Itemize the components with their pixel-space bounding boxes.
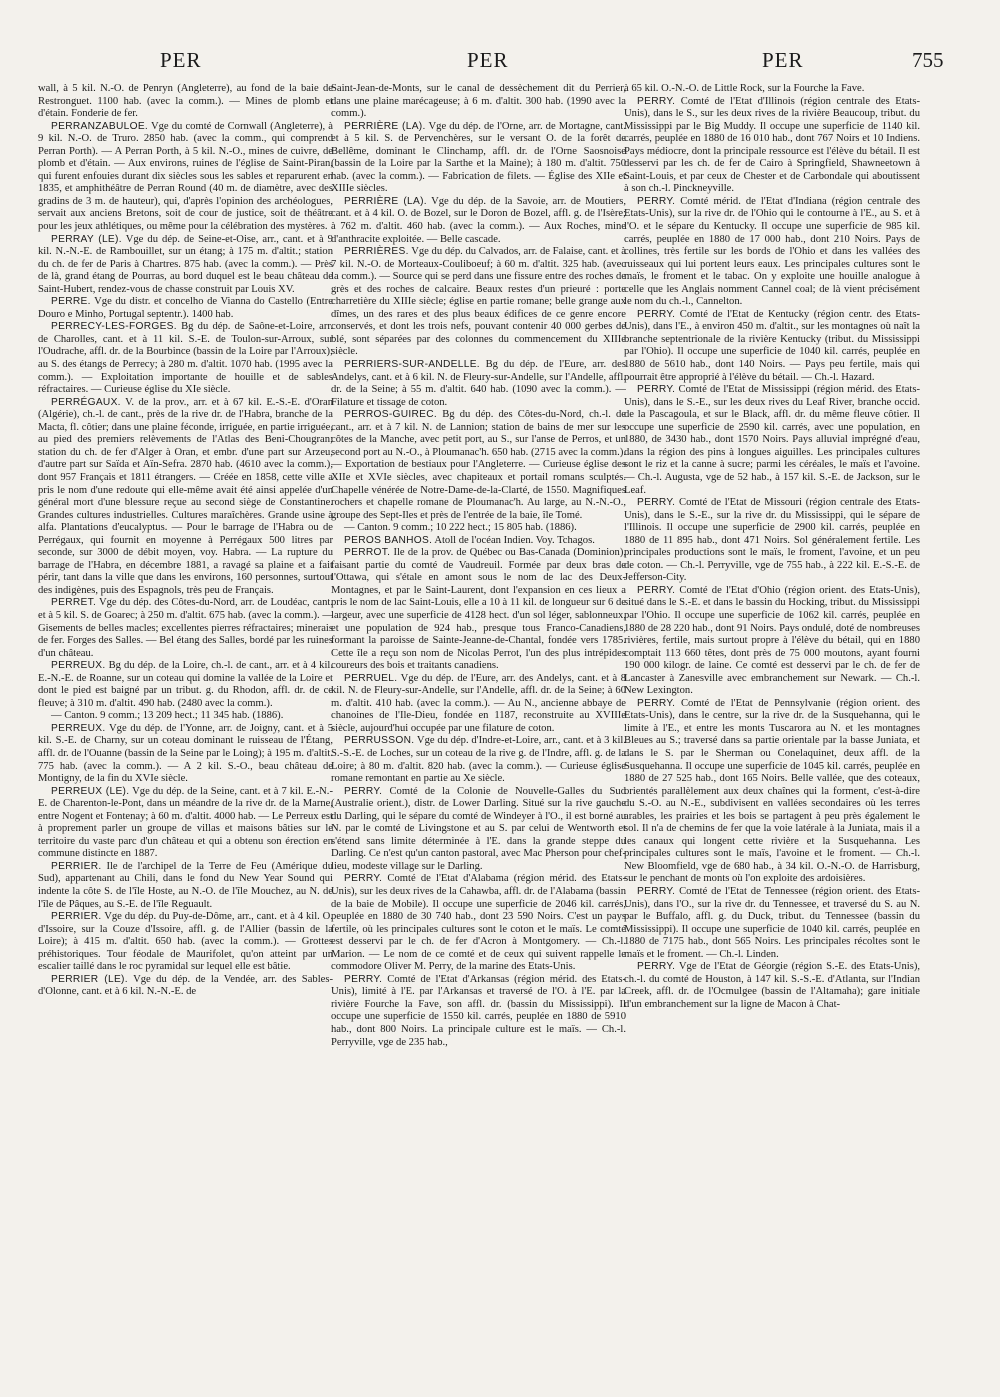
dictionary-entry — [331, 786, 626, 874]
entry-text: Bg du dép. des Côtes-du-Nord, ch.-l. de cant., arr. et à 7 kil. N. de Lannion; station de bains de mer sur les côtes de la Manche, avec petit port, au S., sur l'anse de Perros, et un second port au N.-O., à Ploumanac'h. 650 hab. (2715 avec la comm.). — Exportation de bestiaux pour l'Angleterre. — Curieuse église des XIIe et XVIe siècles, avec chapiteaux et portail romans sculptés. Chapelle vénérée de Notre-Dame-de-la-Clarté, de 1550. Magnifiques rochers et chapelle romane de Ploumanac'h. Au large, au N.-N.-O., groupe des Sept-Iles et près de l'entrée de la baie, île Tomé. — [331, 409, 626, 521]
dictionary-entry — [624, 497, 920, 585]
running-header-right: PER — [762, 48, 804, 72]
entry-headword: PERRUEL. — [344, 672, 398, 684]
entry-headword: PERROT. — [344, 547, 391, 559]
entry-text: Bg du dép. de la Loire, ch.-l. de cant., arr. et à 4 kil. E.-N.-E. de Roanne, sur un coteau qui domine la vallée de la Loire et dont le pied est baigné par un tribut. g. du Rhodon, affl. dr. de ce fleuve; à 310 m. d'altit. 490 hab. (2480 avec la comm.). — [38, 660, 333, 709]
dictionary-entry — [38, 296, 333, 321]
entry-text: Vge du distr. et concelho de Vianna do Castello (Entre Douro e Minho, Portugal septentr.). 1400 hab. — [38, 296, 333, 320]
entry-text: Comté de l'Etat d'Arkansas (région mérid. des Etats-Unis), limité à l'E. par l'Arkansas et traversé de l'O. à l'E. par la rivière Fourche la Fave, son affl. dr. (bassin du Mississippi). Il occupe une superficie de 1550 kil. carrés, peuplée en 1880 de 5910 hab., dont 800 Noirs. La principale culture est le maïs. — Ch.-l. Perryville, vge de 235 hab., — [331, 973, 626, 1048]
page-number: 755 — [912, 48, 944, 72]
entry-headword: PERRECY-LES-FORGES. — [51, 321, 177, 333]
entry-text: Comté de l'Etat de Mississippi (région mérid. des Etats-Unis), dans le S.-E., sur les deux rives du Leaf River, branche occid. de la Pascagoula, et sur le Black, affl. dr. du même fleuve côtier. Il occupe une superficie de 2590 kil. carrés, avec une population, en 1880, de 3430 hab., dont 1570 Noirs. Pays alluvial imprégné d'eau, dans la région des pins à longues aiguilles. Les principales cultures sont le riz et la canne à sucre; parmi les céréales, le maïs et l'avoine. — Ch.-l. Augusta, vge de 52 hab., à 157 kil. S.-E. de Jackson, sur le Leaf. — [624, 384, 920, 496]
entry-headword: PERRY. — [637, 195, 676, 207]
dictionary-entry — [624, 585, 920, 698]
dictionary-entry — [38, 234, 333, 297]
running-header-left: PER — [160, 48, 202, 72]
entry-headword: PERRY. — [637, 497, 676, 509]
text-column-3 — [624, 83, 920, 1383]
dictionary-entry — [331, 83, 626, 121]
entry-text: Vge du dép. de Seine-et-Oise, arr., cant. et à 9 kil. N.-N.-E. de Rambouillet, sur un étang; à 175 m. d'altit.; station du ch. de fer de Paris à Chartres. 875 hab. (avec la comm.). — Près de là, grand étang de Pourras, au bord duquel est le beau château de Saint-Hubert, rendez-vous de chasse construit par Louis XV. — [38, 233, 333, 295]
entry-text: Comté de l'Etat d'Illinois (région centrale des Etats-Unis), dans le S., sur les deux rives de la rivière Beaucoup, tribut. du Mississippi par le Big Muddy. Il occupe une superficie de 1140 kil. carrés, peuplée en 1880 de 16 010 hab., dont 767 Noirs et 10 Indiens. Pays médiocre, dont la principale ressource est l'élève du bétail. Il est desservi par les ch. de fer de Cairo à Springfield, Shawneetown à Saint-Louis, et par ceux de Chester et de Carbondale qui aboutissent à son ch.-l. Pinckneyville. — [624, 95, 920, 195]
dictionary-entry — [331, 547, 626, 672]
entry-text: Vge du dép. de la Savoie, arr. de Moutiers, cant. et à 4 kil. O. de Bozel, sur le Doron de Bozel, affl. g. de l'Isère; à 762 m. d'altit. 460 hab. (avec la comm.). — Aux Roches, mine d'anthracite exploitée. — Belle cascade. — [331, 195, 626, 245]
dictionary-entry — [331, 873, 626, 973]
entry-text: — Canton. 9 comm.; 13 209 hect.; 11 345 hab. (1886). — [51, 710, 284, 722]
dictionary-entry — [38, 83, 333, 121]
dictionary-entry — [38, 660, 333, 710]
entry-headword: PERRY. — [637, 697, 676, 709]
dictionary-entry — [38, 710, 333, 723]
entry-headword: PERRY. — [637, 384, 676, 396]
dictionary-entry — [624, 961, 920, 1011]
entry-text: Atoll de l'océan Indien. Voy. Tchagos. — [432, 534, 595, 546]
dictionary-entry — [331, 196, 626, 246]
dictionary-entry — [624, 83, 920, 96]
entry-text: Comté de l'Etat de Tennessee (région orient. des Etats-Unis), dans l'O., sur la rive dr. du Tennessee, et traversé du S. au N. par le Buffalo, affl. g. du Duck, tribut. du Tennessee (bassin du Mississippi). Il occupe une superficie de 1040 kil. carrés, peuplée en 1880 de 7175 hab., dont 565 Noirs. Les principales récoltes sont le maïs et le froment. — Ch.-l. Linden. — [624, 886, 920, 960]
dictionary-entry — [38, 723, 333, 786]
entry-headword: PERRY. — [637, 95, 676, 107]
entry-headword: PERRY. — [637, 886, 676, 897]
running-header-center: PER — [467, 48, 509, 72]
dictionary-entry — [624, 309, 920, 384]
dictionary-entry — [38, 974, 333, 999]
dictionary-entry — [331, 735, 626, 785]
entry-text: Comté de la Colonie de Nouvelle-Galles du Sud (Australie orient.), distr. de Lower Darling. Situé sur la rive gauche du Darling, qui le sépare du comté de Windeyer à l'O., il est borné au N. par le comté de Livingstone et au S. par celui de Wentworth et s'étend sans limite déterminée à l'E. dans la grande steppe du Darling. Ce n'est qu'un canton pastoral, avec Mac Pherson pour chef-lieu, modeste village sur le Darling. — [331, 785, 626, 872]
dictionary-entry — [331, 974, 626, 1049]
entry-headword: PERRY. — [344, 785, 383, 797]
entry-text: Comté de l'Etat de Kentucky (région centr. des Etats-Unis), dans l'E., à environ 450 m. d'altit., sur les montagnes où naît la branche septentrionale de la rivière Kentucky (tribut. du Mississippi par l'Ohio). Il occupe une superficie de 1040 kil. carrés, peuplée en 1880 de 5610 hab., dont 140 Noirs. — Pays peu fertile, mais qui pourrait être approprié à l'élève du bétail. — Ch.-l. Hazard. — [624, 308, 920, 383]
entry-headword: PERRY. — [637, 308, 676, 320]
entry-text: Comté de l'Etat de Pennsylvanie (région orient. des Etats-Unis), dans le centre, sur la rive dr. de la Susquehanna, qui le limite à l'E., et entre les monts Tuscarora au N. et les montagnes Bleues au S.; traversé dans sa partie orientale par la basse Juniata, et dans le S. par le Sherman ou Conelaquinet, deux affl. de la Susquehanna. Il occupe une superficie de 1045 kil. carrés, peuplée en 1880 de 27 525 hab., dont 165 Noirs. Belle vallée, que des coteaux, orientés parallèlement aux deux chaînes qui la forment, c'est-à-dire du S.-O. au N.-E., subdivisent en vallées secondaires où les terres arables, les prairies et les bois se partagent à peu près également le sol. Il n'a de chemins de fer que la voie latérale à la Juniata, mais il a les canaux qui longent cette rivière et la Susquehanna. Les principales cultures sont le maïs, l'avoine et le froment. — Ch.-l. New Bloomfield, vge de 680 hab., à 34 kil. O.-N.-O. de Harrisburg, sur le penchant de monts où l'on exploite des ardoisières. — [624, 697, 920, 885]
dictionary-entry — [331, 246, 626, 359]
dictionary-entry — [331, 673, 626, 736]
dictionary-entry — [331, 359, 626, 409]
entry-text: Bg du dép. de Saône-et-Loire, arr. de Charolles, cant. et à 11 kil. S.-E. de Toulon-sur-Arroux, sur l'Oudrache, affl. dr. de la Bourbince (bassin de la Loire par l'Arroux); au S. des étangs de Perrecy; à 280 m. d'altit. 1070 hab. (1995 avec la comm.). — Exploitation importante de houille et de sables réfractaires. — Curieuse église du XIe siècle. — [38, 321, 333, 396]
entry-headword: PERRIER (LE). — [51, 973, 128, 985]
entry-text: Comté mérid. de l'Etat d'Indiana (région centrale des Etats-Unis), sur la rive dr. de l'Ohio qui le contourne à l'E., au S. et à l'O. et le sépare du Kentucky. Il occupe une superficie de 985 kil. carrés, peuplée en 1880 de 17 000 hab., dont 210 Noirs. Pays de collines, très fertile sur les bords de l'Ohio et dans les vallées des ruisseaux qui lui portent leurs eaux. Les principales cultures sont le maïs, le froment et le tabac. On y exploite une houille analogue à celle que les Anglais nomment Cannel coal; de là vient précisément le nom du ch.-l., Cannelton. — [624, 195, 920, 308]
entry-headword: PERRIÈRE (LA). — [344, 120, 426, 132]
entry-text: à 65 kil. O.-N.-O. de Little Rock, sur la Fourche la Fave. — [624, 83, 865, 94]
entry-text: Vge du comté de Cornwall (Angleterre), à 9 kil. N.-O. de Truro. 2850 hab. (avec la comm., qui comprend Perran Porth). — A Perran Porth, à 5 kil. N.-O., mines de cuivre, de plomb et d'étain. — Aux environs, ruines de l'église de Saint-Piran, qui furent enfouies durant dix siècles sous les sables et reparurent en 1835, et amphithéâtre de Perran Round (40 m. de diamètre, avec des gradins de 3 m. de hauteur), qui, d'après l'opinion des archéologues, servait aux anciens Bretons, soit de cour de justice, soit de théâtre pour les jeux athlétiques, ou même pour la célébration des mystères. — [38, 120, 333, 233]
entry-text: wall, à 5 kil. N.-O. de Penryn (Angleterre), au fond de la baie de Restronguet. 1100 hab. (avec la comm.). — Mines de plomb et d'étain. Fonderie de fer. — [38, 83, 333, 120]
entry-headword: PERRIERS-SUR-ANDELLE. — [344, 359, 480, 371]
entry-headword: PERRIÈRES. — [344, 246, 409, 258]
entry-text: Vge du dép. de l'Orne, arr. de Mortagne, cant. et à 5 kil. S. de Pervenchères, sur le versant O. de la forêt de Bellême, dominant le Clinchamp, affl. dr. de l'Orne Saosnoise (bassin de la Loire par la Sarthe et la Maine); à 180 m. d'altit. 750 hab. (avec la comm.). — Fabrication de filets. — Église des XIIe et XIIIe siècles. — [331, 120, 626, 195]
entry-text: Vge du dép. de l'Yonne, arr. de Joigny, cant. et à 5 kil. S.-E. de Charny, sur un coteau dominant le ruisseau de l'Étang, affl. dr. de l'Ouanne (bassin de la Seine par le Loing); à 195 m. d'altit. 775 hab. (avec la comm.). — A 2 kil. S.-O., beau château de Montigny, de la fin du XVIe siècle. — [38, 722, 333, 785]
entry-headword: PEROS BANHOS. — [344, 534, 433, 546]
text-column-2 — [331, 83, 626, 1383]
entry-headword: PERREUX. — [51, 722, 106, 734]
entry-text: Comté de l'Etat de Missouri (région centrale des Etats-Unis), dans le S.-E., sur la rive dr. du Mississippi, qui le sépare de l'Illinois. Il occupe une superficie de 2900 kil. carrés, peuplée en 1880 de 11 895 hab., dont 471 Noirs. Sol généralement fertile. Les principales productions sont le maïs, le froment, l'avoine, et un peu de coton. — Ch.-l. Perryville, vge de 755 hab., à 222 kil. E.-S.-E. de Jefferson-City. — [624, 497, 920, 584]
dictionary-entry — [38, 597, 333, 660]
entry-headword: PERRUSSON. — [344, 735, 415, 747]
entry-headword: PERRÉGAUX. — [51, 396, 121, 408]
entry-text: V. de la prov., arr. et à 67 kil. E.-S.-E. d'Oran (Algérie), ch.-l. de cant., près de la rive dr. de l'Habra, branche de la Macta, fl. côtier; dans une plaine féconde, irriguée, en partie irriguée, au pied des premiers relèvements de l'Atlas des Beni-Chougran; station du ch. de fer d'Alger à Oran, et embr. d'une part sur Arzeu, d'autre part sur Saïda et Aïn-Sefra. 2870 hab. (4610 avec la comm.), dont 957 Français et 1811 étrangers. — Créée en 1858, cette ville a pris le nom d'une redoute qui elle-même avait été ainsi appelée d'un général mort d'une blessure reçue au second siège de Constantine. Grandes cultures industrielles. Cultures maraîchères. Grande usine à alfa. Plantations d'eucalyptus. — Pour le barrage de l'Habra ou de Perrégaux, qui fournit en moyenne à Perrégaux 500 litres par seconde, sur 3000 de débit moyen, voy. Habra. — La rupture du barrage de l'Habra, en décembre 1881, a ravagé sa plaine et a fait périr, tant dans la ville que dans les environs, 160 personnes, surtout des indigènes, puis des Espagnols, très peu de Français. — [38, 396, 333, 596]
entry-text: Vge du dép. de la Seine, cant. et à 7 kil. E.-N.-E. de Charenton-le-Pont, dans un méandre de la rive dr. de la Marne, entre Nogent et Fontenay; à 60 m. d'altit. 4000 hab. — Le Perreux est à proprement parler un groupe de villas et maisons bâties sur le territoire du vaste parc d'un château et qui a obtenu son érection en commune distincte en 1887. — [38, 785, 333, 860]
entry-text: Ile de l'archipel de la Terre de Feu (Amérique du Sud), appartenant au Chili, dans le fond du New Year Sound qui indente la côte S. de l'île Hoste, au N.-O. de l'île Mouchez, au N. de l'île de Pâques, au S.-E. de l'île Reguault. — [38, 860, 333, 910]
dictionary-entry — [331, 121, 626, 196]
dictionary-entry — [624, 384, 920, 497]
entry-headword: PERRE. — [51, 296, 91, 308]
entry-text: Comté de l'Etat d'Alabama (région mérid. des Etats-Unis), sur les deux rives de la Cahawba, affl. dr. de l'Alabama (bassin de la baie de Mobile). Il occupe une superficie de 2046 kil. carrés, peuplée en 1880 de 30 740 hab., dont 23 590 Noirs. C'est un pays fertile, où les principales cultures sont le coton et le maïs. Le comté est desservi par le ch. de fer d'Acron à Montgomery. — Ch.-l. Marion. — Le nom de ce comté et de ceux qui suivent rappelle le commodore Oliver M. Perry, de la marine des Etats-Unis. — [331, 873, 626, 973]
entry-headword: PERRY. — [637, 584, 676, 596]
dictionary-entry — [331, 522, 626, 535]
dictionary-entry — [38, 321, 333, 396]
entry-headword: PERRIÈRE (LA). — [344, 195, 427, 207]
entry-headword: PERRY. — [344, 973, 383, 985]
entry-text: Vge du dép. d'Indre-et-Loire, arr., cant. et à 3 kil. S.-S.-E. de Loches, sur un coteau de la rive g. de l'Indre, affl. g. de la Loire; à 80 m. d'altit. 820 hab. (avec la comm.). — Curieuse église romane remontant en partie au Xe siècle. — [331, 735, 626, 785]
entry-text: — Canton. 9 comm.; 10 222 hect.; 15 805 hab. (1886). — [344, 522, 577, 534]
entry-headword: PERRY. — [344, 873, 383, 885]
entry-headword: PERRANZABULOE. — [51, 120, 149, 132]
dictionary-entry — [331, 409, 626, 522]
dictionary-entry — [331, 535, 626, 548]
entry-text: Vge du dép. de l'Eure, arr. des Andelys, cant. et à 8 kil. N. de Fleury-sur-Andelle, sur l'Andelle, affl. dr. de la Seine; à 60 m. d'altit. 410 hab. (avec la comm.). — Au N., ancienne abbaye de chanoines de l'Ile-Dieu, fondée en 1187, reconstruite au XVIIIe siècle, aujourd'hui occupée par une filature de coton. — [331, 672, 626, 734]
dictionary-entry — [624, 698, 920, 886]
entry-text: Vge du dép. du Calvados, arr. de Falaise, cant. et à 7 kil. N.-O. de Morteaux-Couliboeuf; à 60 m. d'altit. 325 hab. (avec la comm.). — Source qui se perd dans une fissure entre des roches de grès et des roches de calcaire. Beaux restes d'un prieuré : porte charretière du XIIIe siècle; église en partie romane; belle grange aux dîmes, un des rares et des plus beaux édifices de ce genre encore conservés, et dont les trois nefs, pouvant contenir 40 000 gerbes de blé, sont séparées par des colonnes du commencement du XIIIe siècle. — [331, 246, 626, 358]
dictionary-entry — [624, 96, 920, 196]
entry-headword: PERREUX (LE). — [51, 785, 130, 797]
entry-text: Comté de l'Etat d'Ohio (région orient. des Etats-Unis), situé dans le S.-E. et dans le bassin du Hocking, tribut. du Mississippi par l'Ohio. Il occupe une superficie de 1062 kil. carrés, peuplée en 1880 de 28 220 hab., dont 91 Noirs. Pays ondulé, doté de nombreuses rivières, fertile, mais surtout propre à l'élève du bétail, qui en 1880 comptait 113 660 têtes, dont près de 75 000 moutons, ayant fourni 190 000 kilogr. de laine. Ce comté est desservi par le ch. de fer de Lancaster à Zanesville avec embranchement sur Newark. — Ch.-l. New Lexington. — [624, 584, 920, 697]
entry-headword: PERROS-GUIREC. — [344, 409, 438, 421]
entry-headword: PERRAY (LE). — [51, 233, 122, 245]
dictionary-entry — [38, 911, 333, 974]
dictionary-entry — [624, 886, 920, 961]
entry-text: Bg du dép. de l'Eure, arr. des Andelys, cant. et à 6 kil. N. de Fleury-sur-Andelle, sur l'Andelle, affl. dr. de la Seine; à 55 m. d'altit. 640 hab. (1090 avec la comm.). — Filature et tissage de coton. — [331, 359, 626, 408]
dictionary-entry — [38, 861, 333, 911]
entry-text: Ile de la prov. de Québec ou Bas-Canada (Dominion), faisant partie du comté de Vaudreuil. Formée par deux bras de l'Ottawa, qui s'étale en amont sous le nom de lac des Deux-Montagnes, et par le Saint-Laurent, dont l'expansion en ces lieux a pris le nom de lac Saint-Louis, elle a 10 à 11 kil. de longueur sur 6 de largeur, avec une superficie de 4128 hect. d'un sol léger, sablonneux, et une population de 924 hab., presque tous Franco-Canadiens, formant la paroisse de Sainte-Jeanne-de-Chantal, fondée vers 1785. Cette île a reçu son nom de Nicolas Perrot, l'un des plus intrépides coureurs des bois et traitants canadiens. — [331, 547, 626, 672]
entry-text: Saint-Jean-de-Monts, sur le canal de dessèchement dit du Perrier, dans une plaine marécageuse; à 6 m. d'altit. 300 hab. (1990 avec la comm.). — [331, 83, 626, 120]
dictionary-entry — [38, 786, 333, 861]
dictionary-entry — [624, 196, 920, 309]
entry-headword: PERRET. — [51, 597, 97, 609]
entry-headword: PERRIER. — [51, 860, 102, 872]
entry-headword: PERREUX. — [51, 660, 106, 672]
dictionary-entry — [38, 121, 333, 234]
entry-headword: PERRIER. — [51, 911, 102, 923]
entry-text: Vge du dép. des Côtes-du-Nord, arr. de Loudéac, cant. et à 5 kil. S. de Goarec; à 250 m. d'altit. 675 hab. (avec la comm.). — Gisements de belles macles; excellentes pierres réfractaires; minerais de fer. Forges des Salles. — Bel étang des Salles, bordé par les ruines d'un château. — [38, 597, 333, 659]
text-column-1 — [38, 83, 333, 1383]
entry-text: Vge du dép. du Puy-de-Dôme, arr., cant. et à 4 kil. O. d'Issoire, sur la Couze d'Issoire, affl. g. de l'Allier (bassin de la Loire); à 415 m. d'altit. 650 hab. (avec la comm.). — Grottes préhistoriques. Tour féodale de Maurifolet, qu'on atteint par un escalier taillé dans le roc pyramidal sur lequel elle est bâtie. — [38, 911, 333, 973]
entry-text: Vge de l'Etat de Géorgie (région S.-E. des Etats-Unis), ch.-l. du comté de Houston, à 147 kil. S.-S.-E. d'Atlanta, sur l'Indian Creek, affl. dr. de l'Ocmulgee (bassin de l'Altamaha); gare initiale d'un embranchement sur la ligne de Macon à Chat- — [624, 961, 920, 1010]
entry-text: Vge du dép. de la Vendée, arr. des Sables-d'Olonne, cant. et à 6 kil. N.-N.-E. de — [38, 973, 333, 998]
entry-headword: PERRY. — [637, 961, 676, 973]
dictionary-entry — [38, 397, 333, 598]
